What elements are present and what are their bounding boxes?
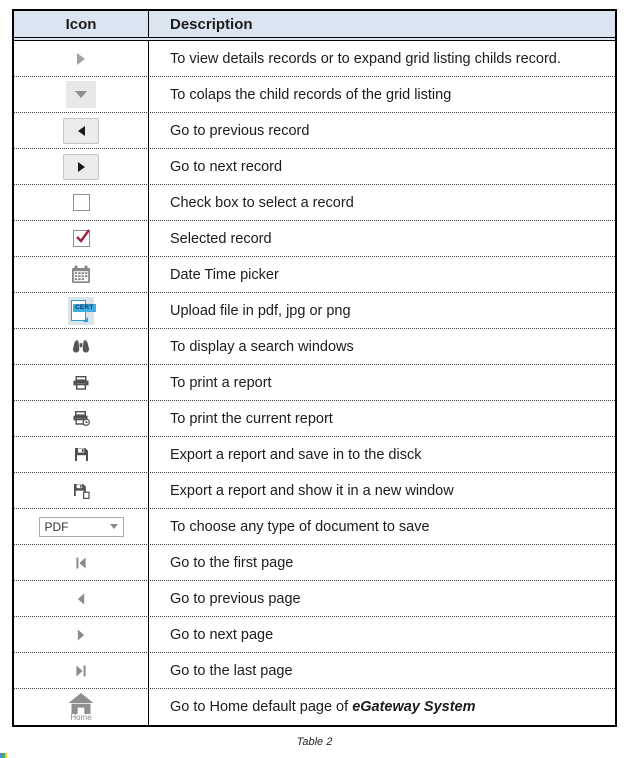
icon-cell <box>14 581 149 616</box>
table-row <box>14 617 615 653</box>
icon-cell <box>14 689 149 725</box>
document-type-select <box>39 517 124 537</box>
chevron-down-icon <box>110 524 118 529</box>
table-row <box>14 545 615 581</box>
icon-cell <box>14 365 149 400</box>
table-row <box>14 329 615 365</box>
table-row <box>14 473 615 509</box>
icon-cell <box>14 113 149 148</box>
icon-cell <box>14 653 149 688</box>
printer-current-icon <box>73 411 90 426</box>
description-cell: Upload file in pdf, jpg or png <box>170 302 351 319</box>
description-cell: Go to next record <box>170 158 283 175</box>
home-button <box>68 693 94 722</box>
calendar-icon <box>71 265 91 284</box>
description-cell: Export a report and show it in a new window <box>170 482 454 499</box>
table-row <box>14 185 615 221</box>
collapse-arrow-icon <box>75 91 87 98</box>
next-record-button <box>63 154 99 180</box>
cert-upload-icon <box>68 297 94 325</box>
description-text: Go to Home default page of <box>170 699 349 715</box>
table-row <box>14 77 615 113</box>
icon-cell <box>14 293 149 328</box>
table-row <box>14 41 615 77</box>
icon-cell <box>14 617 149 652</box>
description-cell: Go to the first page <box>170 554 294 571</box>
description-cell: Export a report and save in to the disck <box>170 446 422 463</box>
description-cell: To print a report <box>170 374 272 391</box>
icon-cell <box>14 149 149 184</box>
description-cell: To print the current report <box>170 410 333 427</box>
product-name: eGateway System <box>352 699 476 715</box>
save-new-window-icon <box>73 483 90 499</box>
table-row <box>14 509 615 545</box>
description-cell: Go to previous page <box>170 590 301 607</box>
collapse-button <box>66 81 96 108</box>
icon-cell <box>14 437 149 472</box>
table-row <box>14 149 615 185</box>
table-row <box>14 113 615 149</box>
description-cell: Check box to select a record <box>170 194 354 211</box>
home-icon-label: Home <box>70 712 92 722</box>
checkbox-unchecked-icon <box>73 194 90 211</box>
page-fold-icon <box>83 317 88 322</box>
table-row <box>14 401 615 437</box>
next-record-icon <box>78 162 85 172</box>
icon-cell <box>14 41 149 76</box>
table-row <box>14 365 615 401</box>
save-disk-icon <box>74 447 89 462</box>
last-page-icon <box>75 665 87 677</box>
icon-cell <box>14 329 149 364</box>
next-page-icon <box>76 629 86 641</box>
description-cell: Date Time picker <box>170 266 279 283</box>
table-row <box>14 221 615 257</box>
description-cell: To colaps the child records of the grid listing <box>170 86 452 103</box>
table-header-row <box>14 11 615 41</box>
description-cell: To choose any type of document to save <box>170 518 430 535</box>
table-row <box>14 581 615 617</box>
previous-record-button <box>63 118 99 144</box>
previous-page-icon <box>76 593 86 605</box>
description-cell: Selected record <box>170 230 272 247</box>
description-cell: To display a search windows <box>170 338 354 355</box>
expand-arrow-icon <box>77 53 85 65</box>
header-description-column: Description <box>170 15 253 33</box>
header-icon-column: Icon <box>14 11 149 37</box>
description-cell: Go to next page <box>170 626 274 643</box>
icon-cell <box>14 473 149 508</box>
description-cell: Go to the last page <box>170 662 293 679</box>
icon-cell <box>14 545 149 580</box>
description-cell <box>149 689 615 725</box>
table-row <box>14 257 615 293</box>
icon-cell <box>14 185 149 220</box>
printer-icon <box>73 376 89 390</box>
document-type-value: PDF <box>44 519 69 534</box>
table-row <box>14 689 615 725</box>
icon-cell <box>14 509 149 544</box>
home-icon <box>68 693 94 714</box>
icon-cell <box>14 77 149 112</box>
first-page-icon <box>75 557 87 569</box>
corner-artifact <box>0 753 7 758</box>
table-row <box>14 293 615 329</box>
icon-legend-table <box>12 9 617 727</box>
icon-cell <box>14 401 149 436</box>
table-row <box>14 437 615 473</box>
table-row <box>14 653 615 689</box>
icon-cell <box>14 221 149 256</box>
description-cell: Go to previous record <box>170 122 310 139</box>
icon-cell <box>14 257 149 292</box>
description-cell: To view details records or to expand grid listing childs record. <box>170 50 561 67</box>
cert-badge: CERT <box>75 303 94 311</box>
table-caption: Table 2 <box>296 736 333 748</box>
checkbox-checked-icon <box>73 230 90 247</box>
binoculars-icon <box>72 340 90 353</box>
previous-record-icon <box>78 126 85 136</box>
